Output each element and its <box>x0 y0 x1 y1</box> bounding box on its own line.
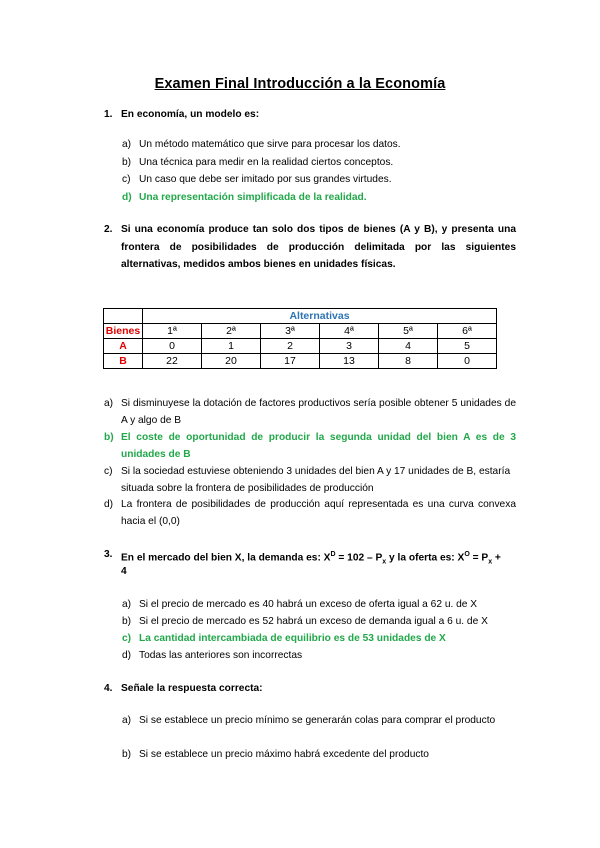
q2-option-a: a) Si disminuyese la dotación de factores productivos sería posible obtener 5 unidades de A y algo de B <box>104 398 516 426</box>
question-text: Si una economía produce tan solo dos tipos de bienes (A y B), y presenta una frontera de posibilidades de producción delimitada por las siguientes alternativas, medidos ambos bienes en unidades físicas. <box>121 224 516 270</box>
table-cell: 20 <box>202 354 261 369</box>
table-cell: 4 <box>379 339 438 354</box>
q4-option-b: b) Si se establece un precio máximo habrá excedente del producto <box>122 749 429 760</box>
question-1 <box>104 106 524 123</box>
table-cell: 22 <box>143 354 202 369</box>
column-header: 3ª <box>261 324 320 339</box>
q3-option-c-correct: c) La cantidad intercambiada de equilibrio es de 53 unidades de X <box>122 633 446 644</box>
q1-option-b: b) Una técnica para medir en la realidad ciertos conceptos. <box>122 157 394 168</box>
table-cell: 0 <box>143 339 202 354</box>
question-4 <box>104 680 516 697</box>
table-cell: 8 <box>379 354 438 369</box>
question-3 <box>104 546 516 580</box>
q1-option-d-correct: d) Una representación simplificada de la realidad. <box>122 192 367 203</box>
q1-option-a: a) Un método matemático que sirve para procesar los datos. <box>122 139 401 150</box>
column-header: 5ª <box>379 324 438 339</box>
question-2 <box>104 221 516 273</box>
row-label: B <box>104 354 143 369</box>
question-number: 1. <box>104 109 113 120</box>
q3-option-a: a) Si el precio de mercado es 40 habrá un exceso de oferta igual a 62 u. de X <box>122 599 478 610</box>
row-label-header: Bienes <box>104 324 143 339</box>
table-cell: 17 <box>261 354 320 369</box>
q1-option-c: c) Un caso que debe ser imitado por sus grandes virtudes. <box>122 174 392 185</box>
table-row <box>104 339 497 354</box>
q2-option-c: c) Si la sociedad estuviese obteniendo 3 unidades del bien A y 17 unidades de B, estaría situada sobre la frontera de posibilidades de producción <box>104 466 511 494</box>
question-text: En economía, un modelo es: <box>121 109 260 120</box>
column-header: 2ª <box>202 324 261 339</box>
column-header: 6ª <box>438 324 497 339</box>
question-number: 4. <box>104 683 113 694</box>
table-cell: 0 <box>438 354 497 369</box>
alternatives-table <box>103 308 497 369</box>
table-cell: 5 <box>438 339 497 354</box>
question-text: Señale la respuesta correcta: <box>121 683 263 694</box>
q4-option-a: a) Si se establece un precio mínimo se generarán colas para comprar el producto <box>122 715 496 726</box>
table-cell: 1 <box>202 339 261 354</box>
table-row <box>104 354 497 369</box>
question-3-continued: 4 <box>121 566 127 577</box>
column-header: 4ª <box>320 324 379 339</box>
question-number: 3. <box>104 549 113 560</box>
table-cell: 2 <box>261 339 320 354</box>
table-header: Alternativas <box>143 309 497 324</box>
table-cell: 13 <box>320 354 379 369</box>
question-text: En el mercado del bien X, la demanda es: $X^D = 102 - P_x$ y la oferta es: $X^O = P_x$ + <box>121 551 501 566</box>
q3-option-b: b) Si el precio de mercado es 52 habrá un exceso de demanda igual a 6 u. de X <box>122 616 488 627</box>
column-header: 1ª <box>143 324 202 339</box>
q3-option-d: d) Todas las anteriores son incorrectas <box>122 650 303 661</box>
row-label: A <box>104 339 143 354</box>
q2-option-b-correct: b) El coste de oportunidad de producir la segunda unidad del bien A es de 3 unidades de B <box>104 432 516 460</box>
question-number: 2. <box>104 224 113 235</box>
page-title: Examen Final Introducción a la Economía <box>154 76 446 92</box>
table-cell: 3 <box>320 339 379 354</box>
q2-option-d: d) La frontera de posibilidades de producción aquí representada es una curva convexa hacia el (0,0) <box>104 499 516 527</box>
